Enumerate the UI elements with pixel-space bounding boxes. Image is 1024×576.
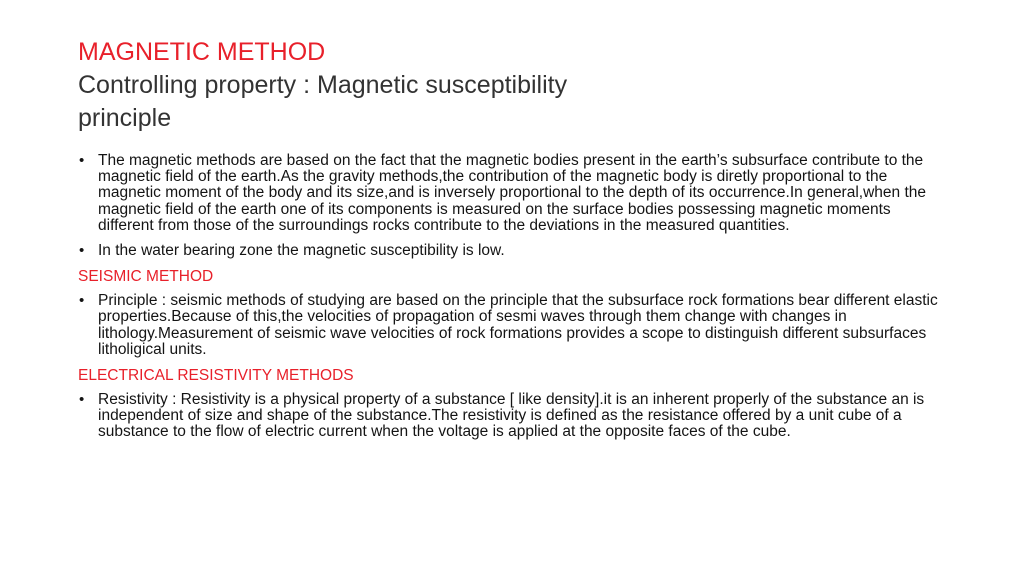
bullet-dot: • bbox=[79, 152, 85, 169]
slide-content bbox=[78, 153, 938, 450]
title-method: MAGNETIC METHOD bbox=[78, 38, 326, 66]
bullet-dot: • bbox=[79, 391, 85, 409]
bullet-magnetic-principle bbox=[78, 153, 938, 234]
title-principle: principle bbox=[78, 104, 172, 132]
bullet-dot: • bbox=[79, 292, 85, 310]
bullet-resistivity-definition bbox=[78, 392, 938, 441]
bullet-text: Principle : seismic methods of studying are based on the principle that the subsurface rock formations bear different elastic properties.Because of this,the velocities of propagation of sesmi waves through them change with changes in lithology.Measurement of seismic wave velocities of rock formations provides a scope to distinguish different subsurfaces litholigical units. bbox=[98, 292, 938, 358]
slide-title bbox=[78, 36, 958, 135]
bullet-seismic-principle bbox=[78, 293, 938, 358]
heading-seismic-method: SEISMIC METHOD bbox=[78, 268, 214, 286]
title-controlling-property: Controlling property : Magnetic susceptibility bbox=[78, 71, 568, 99]
bullet-dot: • bbox=[79, 242, 85, 260]
heading-electrical-resistivity: ELECTRICAL RESISTIVITY METHODS bbox=[78, 367, 354, 385]
bullet-text: Resistivity : Resistivity is a physical property of a substance [ like density].it is an inherent properly of the substance an is independent of size and shape of the substance.The resistivity is defined as the resistance offered by a unit cube of a substance to the flow of electric current when the voltage is applied at the opposite faces of the cube. bbox=[98, 391, 925, 441]
bullet-text: The magnetic methods are based on the fact that the magnetic bodies present in the earth’s subsurface contribute to the magnetic field of the earth.As the gravity methods,the contribution of the magnetic body is diretly proportional to the magnetic moment of the body and its size,and is inversely proportional to the depth of its occurrence.In general,when the magnetic field of the earth one of its components is measured on the surface bodies possessing magnetic moments different from those of the surroundings rocks contribute to the deviations in the measured quantities. bbox=[98, 152, 927, 234]
bullet-water-bearing-zone bbox=[78, 243, 938, 259]
bullet-text: In the water bearing zone the magnetic susceptibility is low. bbox=[98, 242, 505, 260]
